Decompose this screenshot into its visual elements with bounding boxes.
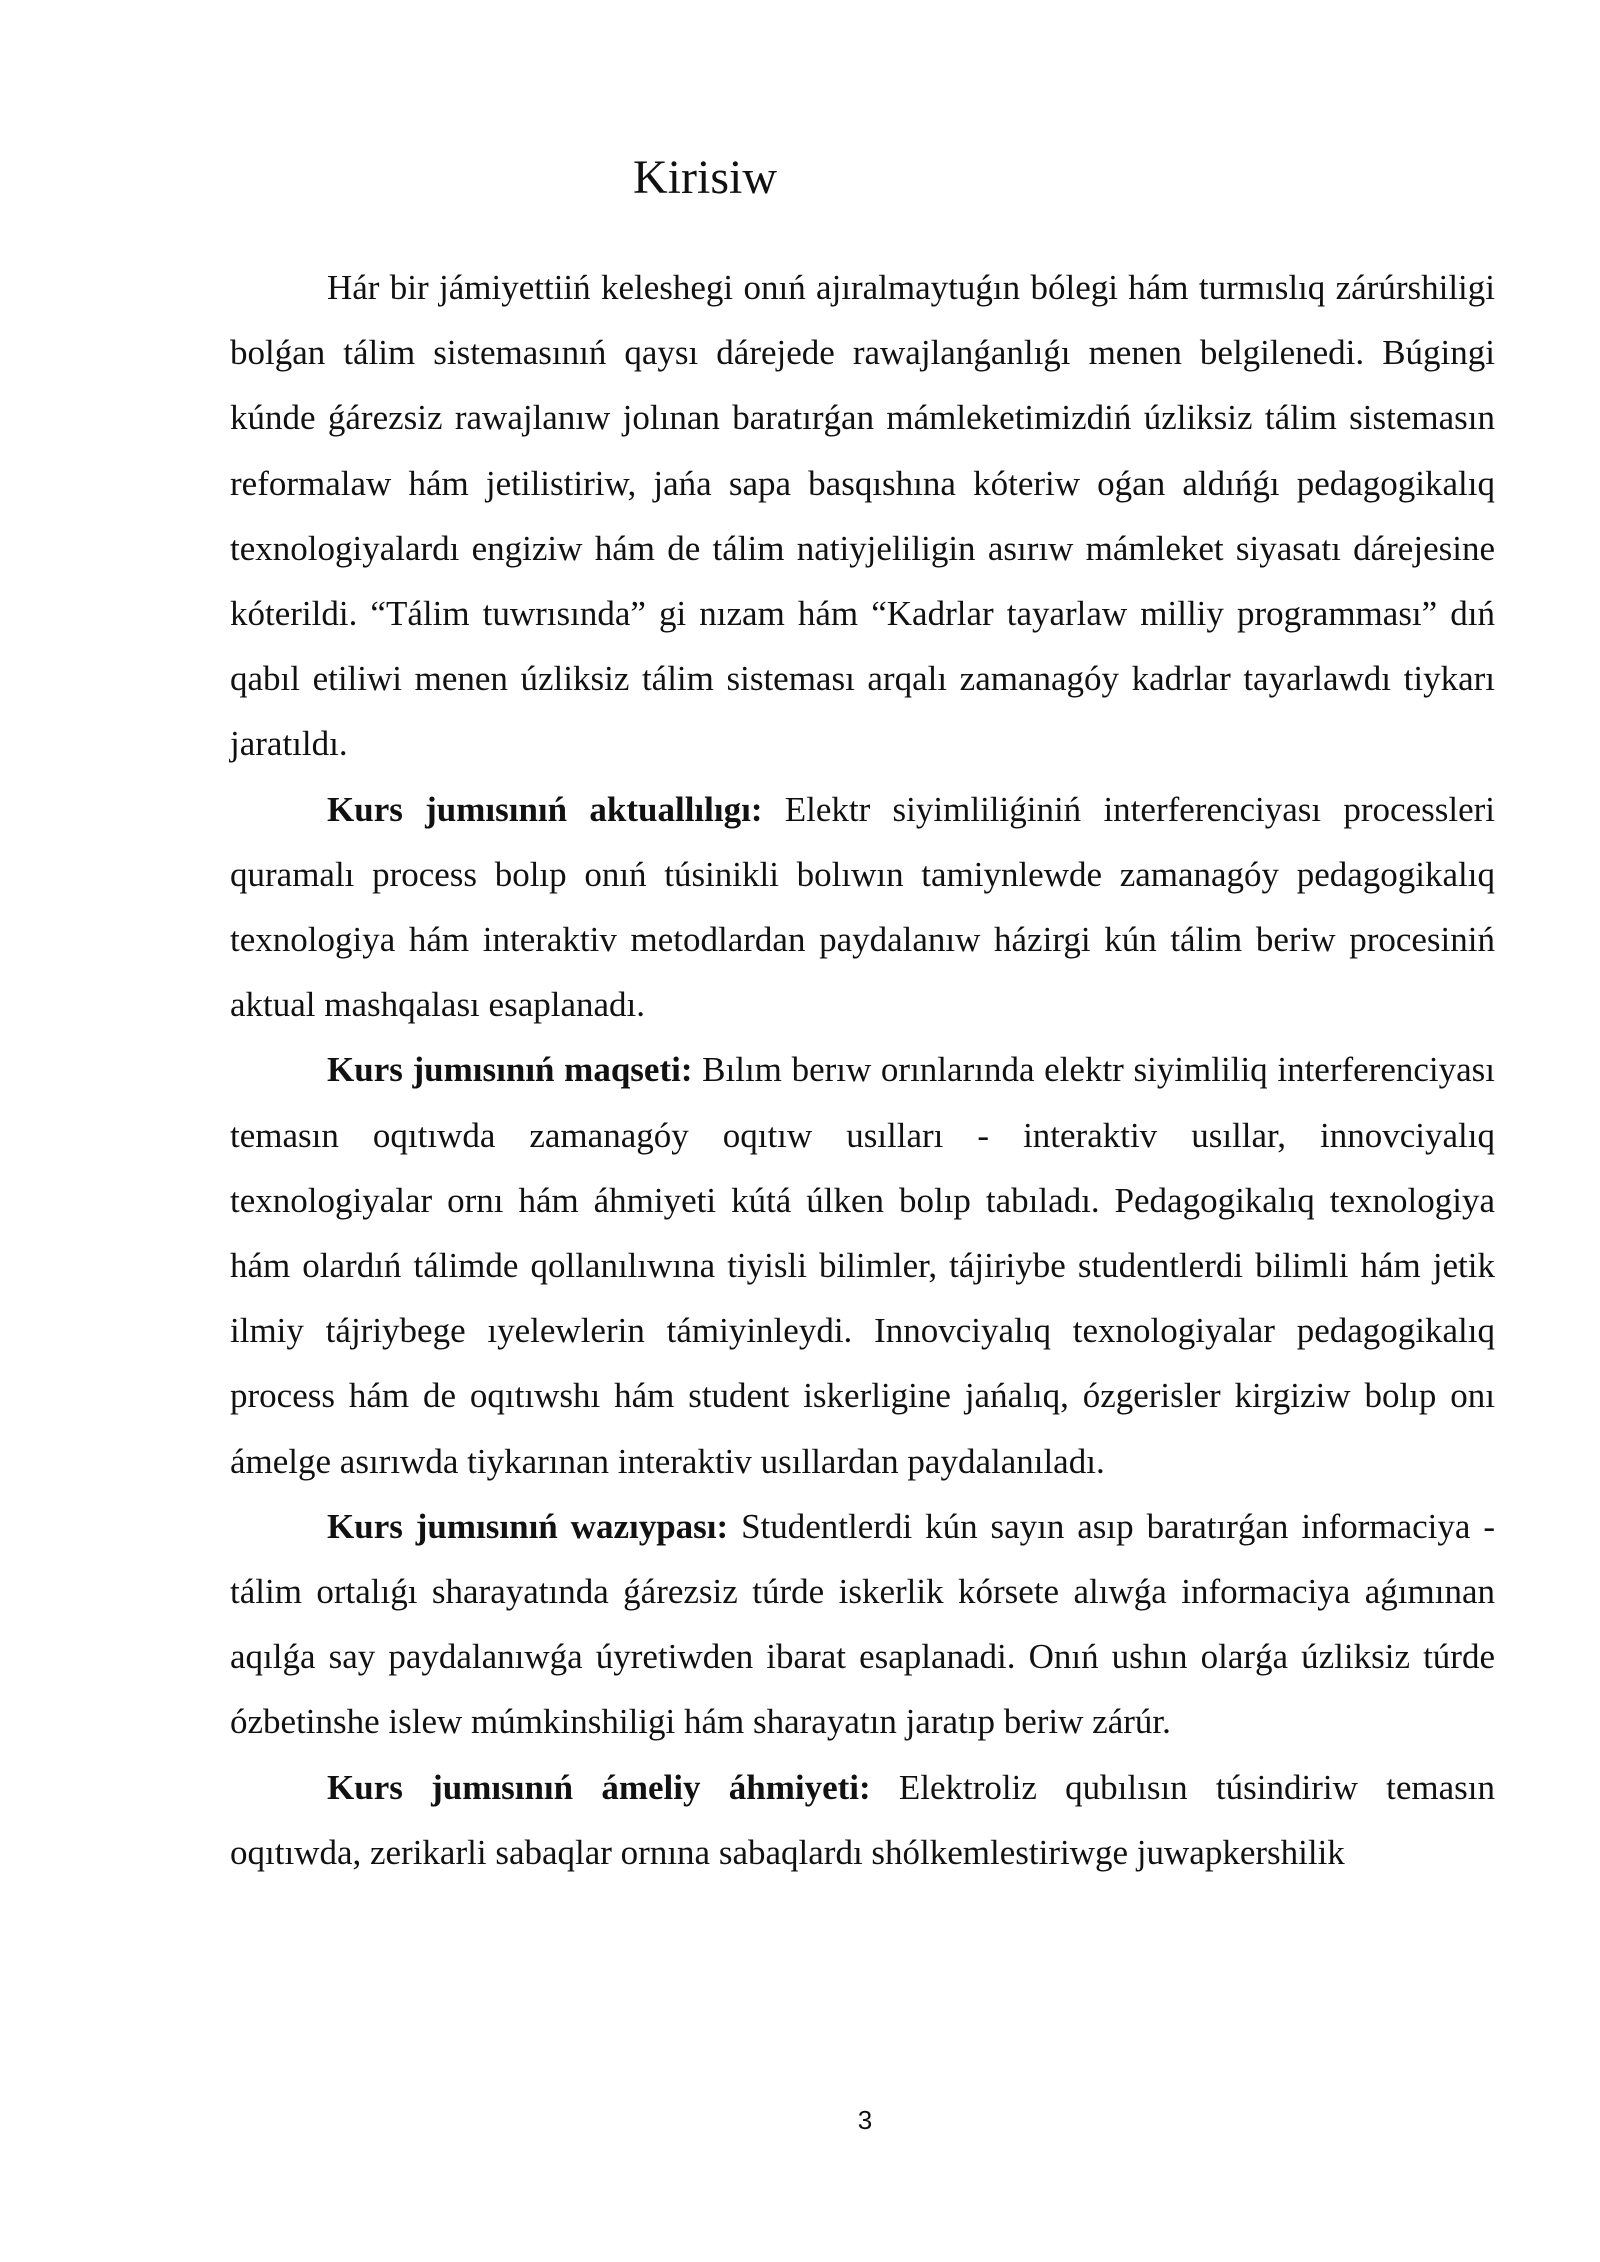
paragraph-text: Elektr siyimliliǵiniń interferenciyası processleri quramalı process bolıp onıń túsinikli bolıwın tamiynlewde zamanagóy pedagogikalıq texnologiya hám interaktiv metodlardan paydalanıw házirgi kún tálim beriw procesiniń aktual mashqalası esaplanadı. <box>230 789 1495 1025</box>
paragraph-lead: Kurs jumısınıń wazıypası: <box>327 1506 729 1546</box>
paragraph-text: Studentlerdi kún sayın asıp baratırǵan informaciya -tálim ortalıǵı sharayatında ǵárezsiz túrde iskerlik kórsete alıwǵa informaciya aǵımınan aqılǵa say paydalanıwǵa úyretiwden ibarat esaplanadi. Onıń ushın olarǵa úzliksiz túrde ózbetinshe islew múmkinshiligi hám sharayatın jaratıp beriw zárúr. <box>230 1506 1495 1742</box>
paragraph-goal <box>230 1037 1495 1493</box>
paragraph-text: Hár bir jámiyettiiń keleshegi onıń ajıralmaytuǵın bólegi hám turmıslıq zárúrshiligi bolǵan tálim sistemasınıń qaysı dárejede rawajlanǵanlıǵı menen belgilenedi. Búgingi kúnde ǵárezsiz rawajlanıw jolınan baratırǵan mámleketimizdiń úzliksiz tálim sistemasın reformalaw hám jetilistiriw, jańa sapa basqıshına kóteriw oǵan aldıńǵı pedagogikalıq texnologiyalardı engiziw hám de tálim natiyjeliligin asırıw mámleket siyasatı dárejesine kóterildi. “Tálim tuwrısında” gi nızam hám “Kadrlar tayarlaw milliy programması” dıń qabıl etiliwi menen úzliksiz tálim sisteması arqalı zamanagóy kadrlar tayarlawdı tiykarı jaratıldı. <box>230 268 1495 764</box>
page-number: 3 <box>857 2105 873 2135</box>
paragraph-relevance <box>230 777 1495 1038</box>
paragraph-intro <box>230 255 1495 777</box>
paragraph-text: Bılım berıw orınlarında elektr siyimliliq interferenciyası temasın oqıtıwda zamanagóy oqıtıw usılları - interaktiv usıllar, innovciyalıq texnologiyalar ornı hám áhmiyeti kútá úlken bolıp tabıladı. Pedagogikalıq texnologiya hám olardıń tálimde qollanılıwına tiyisli bilimler, tájiriybe studentlerdi bilimli hám jetik ilmiy tájriybege ıyelewlerin támiyinleydi. Innovciyalıq texnologiyalar pedagogikalıq process hám de oqıtıwshı hám student iskerligine jańalıq, ózgerisler kirgiziw bolıp onı ámelge asırıwda tiykarınan interaktiv usıllardan paydalanıladı. <box>230 1050 1495 1481</box>
document-body <box>230 255 1495 1885</box>
paragraph-lead: Kurs jumısınıń ámeliy áhmiyeti: <box>327 1767 871 1807</box>
paragraph-task <box>230 1494 1495 1755</box>
paragraph-text: Elektroliz qubılısın túsindiriw temasın oqıtıwda, zerikarli sabaqlar ornına sabaqlardı shólkemlestiriwge juwapkershilik <box>230 1767 1495 1872</box>
page-title: Kirisiw <box>633 151 777 204</box>
paragraph-practical-significance <box>230 1755 1495 1885</box>
paragraph-lead: Kurs jumısınıń maqseti: <box>327 1050 693 1090</box>
paragraph-lead: Kurs jumısınıń aktuallılıgı: <box>327 789 763 829</box>
